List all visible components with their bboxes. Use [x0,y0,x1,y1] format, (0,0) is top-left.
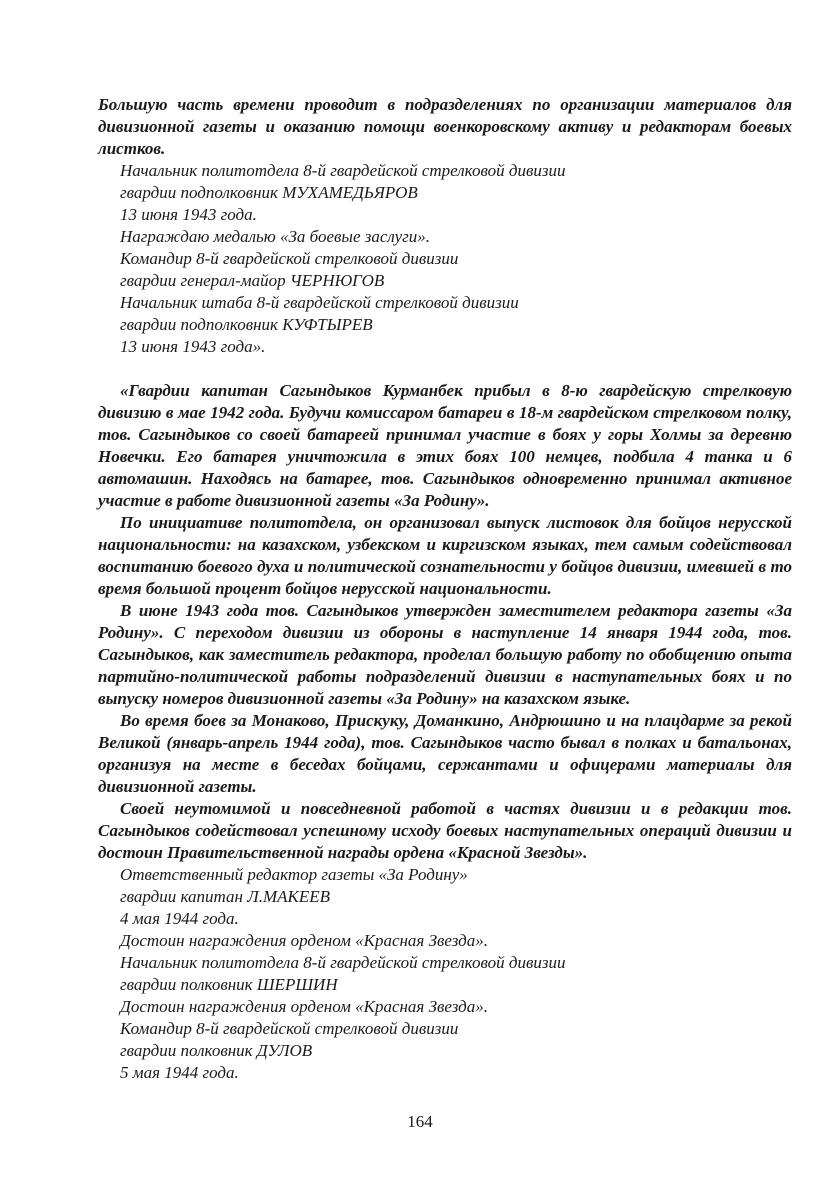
section-1 [98,94,792,160]
signature-line: 5 мая 1944 года. [120,1063,239,1082]
signature-line: гвардии подполковник КУФТЫРЕВ [120,315,373,334]
signature-line: 13 июня 1943 года. [120,205,257,224]
signature-line: гвардии полковник ШЕРШИН [120,975,338,994]
signature-line: Достоин награждения орденом «Красная Звезда». [120,997,488,1016]
body-paragraph: Во время боев за Монаково, Прискуку, Доманкино, Андрюшино и на плацдарме за рекой Великой (январь-апрель 1944 года), тов. Сагындыков часто бывал в полках и батальонах, организуя на месте в беседах бойцами, сержантами и офицерами материалы для дивизионной газеты. [98,711,792,796]
signature-line: Начальник политотдела 8-й гвардейской стрелковой дивизии [120,953,566,972]
signature-line: 13 июня 1943 года». [120,337,266,356]
signature-line: Командир 8-й гвардейской стрелковой дивизии [120,1019,459,1038]
signature-block-2 [120,864,792,1084]
signature-line: 4 мая 1944 года. [120,909,239,928]
signature-line: гвардии генерал-майор ЧЕРНЮГОВ [120,271,385,290]
body-paragraph: Своей неутомимой и повседневной работой в частях дивизии и в редакции тов. Сагындыков содействовал успешному исходу боевых наступательных операций дивизии и достоин Правительственной награды ордена «Красной Звезды». [98,799,792,862]
signature-line: Начальник политотдела 8-й гвардейской стрелковой дивизии [120,161,566,180]
signature-line: Командир 8-й гвардейской стрелковой дивизии [120,249,459,268]
signature-line: Награждаю медалью «За боевые заслуги». [120,227,431,246]
spacer [120,358,792,380]
signature-line: гвардии полковник ДУЛОВ [120,1041,313,1060]
signature-line: Достоин награждения орденом «Красная Звезда». [120,931,488,950]
intro-paragraph: Большую часть времени проводит в подразделениях по организации материалов для дивизионной газеты и оказанию помощи военкоровскому активу и редакторам боевых листков. [98,95,792,158]
section-2 [98,380,792,864]
page-body [98,94,792,1084]
signature-block-1 [120,160,792,358]
signature-line: Начальник штаба 8-й гвардейской стрелковой дивизии [120,293,519,312]
signature-line: гвардии капитан Л.МАКЕЕВ [120,887,330,906]
signature-line: Ответственный редактор газеты «За Родину» [120,865,468,884]
body-paragraph: По инициативе политотдела, он организовал выпуск листовок для бойцов нерусской национальности: на казахском, узбекском и киргизском языках, тем самым содействовал воспитанию боевого духа и политической сознательности у бойцов дивизии, имевшей в то время большой процент бойцов нерусской национальности. [98,513,792,598]
page-number: 164 [407,1112,433,1131]
signature-line: гвардии подполковник МУХАМЕДЬЯРОВ [120,183,418,202]
body-paragraph: В июне 1943 года тов. Сагындыков утвержден заместителем редактора газеты «За Родину». С переходом дивизии из обороны в наступление 14 января 1944 года, тов. Сагындыков, как заместитель редактора, проделал большую работу по обобщению опыта партийно-политической работы подразделений дивизии в наступательных боях и по выпуску номеров дивизионной газеты «За Родину» на казахском языке. [98,601,792,708]
body-paragraph: «Гвардии капитан Сагындыков Курманбек прибыл в 8-ю гвардейскую стрелковую дивизию в мае 1942 года. Будучи комиссаром батареи в 18-м гвардейском стрелковом полку, тов. Сагындыков со своей батареей принимал участие в боях у горы Холмы за деревню Новечки. Его батарея уничтожила в этих боях 100 немцев, подбила 4 танка и 6 автомашин. Находясь на батарее, тов. Сагындыков одновременно принимал активное участие в работе дивизионной газеты «За Родину». [98,381,792,510]
